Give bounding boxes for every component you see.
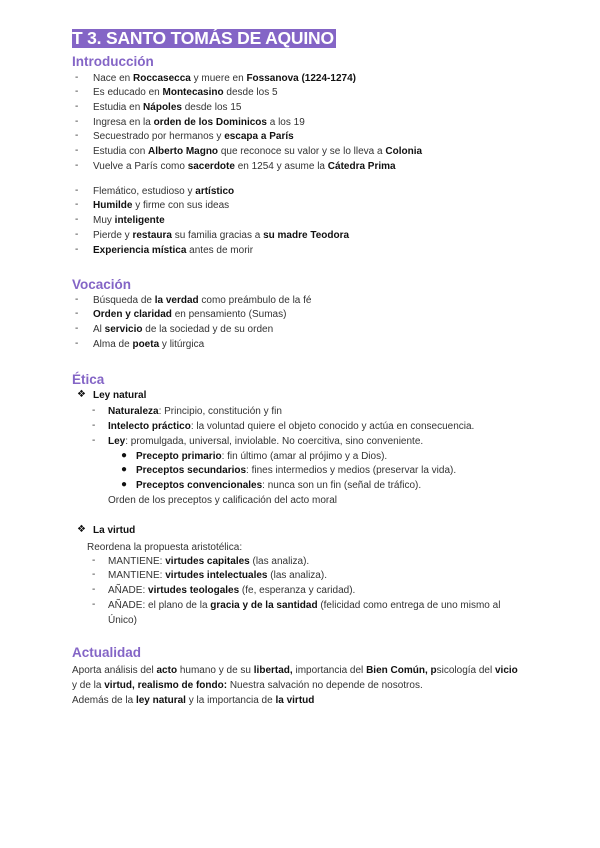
bold-text: Roccasecca (133, 73, 191, 84)
dash-bullet-icon: - (75, 308, 79, 319)
list-item (93, 86, 278, 99)
text: : la voluntad quiere el objeto conocido y actúa en consecuencia. (190, 421, 475, 432)
bold-text: Colonia (385, 146, 423, 157)
list-item (108, 569, 327, 582)
bold-text: Ley (108, 436, 126, 447)
bold-text: ley natural (135, 695, 186, 706)
list-item (93, 116, 305, 129)
bold-text: virtudes intelectuales (165, 570, 268, 581)
heading-actualidad: Actualidad (72, 645, 142, 660)
text: Nuestra salvación no depende de nosotros. (227, 680, 423, 691)
text: AÑADE: el plano de la (108, 600, 211, 611)
text: : promulgada, universal, inviolable. No coercitiva, sino conveniente. (125, 436, 424, 447)
list-item (93, 294, 311, 307)
dash-bullet-icon: - (75, 229, 79, 240)
text: (felicidad como entrega de uno mismo al (317, 600, 501, 611)
text: (las analiza). (267, 570, 327, 581)
heading-introduccion: Introducción (72, 54, 154, 69)
dash-bullet-icon: - (92, 405, 96, 416)
text: Búsqueda de (93, 295, 155, 306)
dash-bullet-icon: - (75, 145, 79, 156)
text: : Principio, constitución y fin (158, 406, 282, 417)
list-item (72, 679, 423, 692)
list-item (108, 405, 282, 418)
dash-bullet-icon: - (75, 130, 79, 141)
dash-bullet-icon: - (75, 185, 79, 196)
list-item (93, 308, 286, 321)
list-item (93, 160, 396, 173)
bold-text: poeta (132, 339, 160, 350)
bold-text: vicio (495, 665, 518, 676)
bold-text: escapa a París (224, 131, 294, 142)
text: Muy (93, 215, 115, 226)
text: a los 19 (266, 117, 305, 128)
bold-text: libertad, (253, 665, 293, 676)
text: Nace en (93, 73, 134, 84)
list-item (93, 101, 241, 114)
dash-bullet-icon: - (75, 244, 79, 255)
dash-bullet-icon: - (92, 435, 96, 446)
text: Flemático, estudioso y (93, 186, 196, 197)
text: Alma de (93, 339, 133, 350)
bold-text: acto (156, 665, 178, 676)
bold-text: Cátedra Prima (327, 161, 396, 172)
text: humano y de su (177, 665, 254, 676)
list-item (72, 694, 314, 707)
text: y litúrgica (159, 339, 205, 350)
text: importancia del (292, 665, 367, 676)
list-item (136, 479, 421, 492)
bold-text: Intelecto práctico (108, 421, 191, 432)
text: en pensamiento (Sumas) (171, 309, 287, 320)
text: MANTIENE: (108, 570, 166, 581)
text: desde los 5 (223, 87, 278, 98)
text: y la importancia de (185, 695, 276, 706)
text: (las analiza). (249, 556, 310, 567)
dash-bullet-icon: - (75, 323, 79, 334)
bold-text: Nápoles (143, 102, 182, 113)
dash-bullet-icon: - (92, 584, 96, 595)
dash-bullet-icon: - (92, 420, 96, 431)
dash-bullet-icon: - (75, 294, 79, 305)
dash-bullet-icon: - (92, 569, 96, 580)
list-item (93, 72, 356, 85)
bold-text: orden de los Dominicos (153, 117, 267, 128)
bold-text: restaura (132, 230, 172, 241)
bold-text: Orden y claridad (93, 309, 172, 320)
list-item (93, 214, 165, 227)
bold-text: la virtud (275, 695, 315, 706)
bold-text: Experiencia mística (93, 245, 187, 256)
diamond-bullet-icon: ❖ (77, 524, 86, 535)
text: que reconoce su valor y se lo lleva a (218, 146, 386, 157)
bold-text: Humilde (93, 200, 133, 211)
bold-text: virtud, realismo de fondo: (104, 680, 228, 691)
text: y muere en (190, 73, 247, 84)
list-item (93, 229, 349, 242)
text: Estudia en (93, 102, 144, 113)
list-item (93, 323, 273, 336)
list-item (136, 464, 456, 477)
list-item (136, 450, 387, 463)
list-item (93, 185, 234, 198)
text: sicología del (436, 665, 495, 676)
dash-bullet-icon: - (92, 599, 96, 610)
bold-text: Montecasino (162, 87, 224, 98)
text: : nunca son un fin (señal de tráfico). (262, 480, 422, 491)
dash-bullet-icon: - (75, 86, 79, 97)
heading-vocacion: Vocación (72, 277, 132, 292)
bold-text: Preceptos secundarios (136, 465, 247, 476)
text: desde los 15 (181, 102, 242, 113)
bold-text: Naturaleza (108, 406, 159, 417)
dash-bullet-icon: - (75, 338, 79, 349)
text: de la sociedad y de su orden (142, 324, 274, 335)
page-title: T 3. SANTO TOMÁS DE AQUINO (72, 28, 334, 48)
bold-text: Alberto Magno (148, 146, 219, 157)
text: AÑADE: (108, 585, 149, 596)
bold-text: servicio (104, 324, 143, 335)
text: y de la (72, 680, 105, 691)
text: Es educado en (93, 87, 163, 98)
text: : fin último (amar al prójimo y a Dios). (221, 451, 388, 462)
text: Vuelve a París como (93, 161, 188, 172)
text: : fines intermedios y medios (preservar la vida). (246, 465, 457, 476)
bold-text: sacerdote (187, 161, 235, 172)
bold-text: gracia y de la santidad (210, 600, 318, 611)
list-item (72, 664, 518, 677)
virtud-intro: Reordena la propuesta aristotélica: (87, 542, 243, 553)
text: Además de la (72, 695, 136, 706)
dot-bullet-icon: ● (121, 479, 128, 490)
text: en 1254 y asume la (234, 161, 328, 172)
bold-text: Bien Común, p (366, 665, 437, 676)
list-item (108, 420, 474, 433)
bold-text: su madre Teodora (263, 230, 350, 241)
text: antes de morir (186, 245, 254, 256)
bold-text: virtudes teologales (148, 585, 240, 596)
text: Estudia con (93, 146, 149, 157)
list-item (108, 555, 309, 568)
list-item (108, 599, 500, 612)
bold-text: inteligente (114, 215, 165, 226)
heading-etica: Ética (72, 372, 105, 387)
bold-text: artístico (195, 186, 235, 197)
text: Secuestrado por hermanos y (93, 131, 225, 142)
list-item (93, 145, 422, 158)
dash-bullet-icon: - (75, 101, 79, 112)
bold-text: Fossanova (1224-1274) (246, 73, 356, 84)
dash-bullet-icon: - (75, 214, 79, 225)
bold-text: la verdad (154, 295, 199, 306)
text: Ingresa en la (93, 117, 154, 128)
dash-bullet-icon: - (75, 116, 79, 127)
list-item (93, 338, 204, 351)
text: y firme con sus ideas (132, 200, 230, 211)
diamond-bullet-icon: ❖ (77, 389, 86, 400)
orden-note: Orden de los preceptos y calificación del acto moral (108, 495, 338, 506)
text: (fe, esperanza y caridad). (239, 585, 356, 596)
text: su familia gracias a (171, 230, 264, 241)
list-item (93, 199, 229, 212)
ley-natural-heading: Ley natural (93, 390, 147, 401)
dot-bullet-icon: ● (121, 450, 128, 461)
list-item (108, 435, 423, 448)
list-item (93, 130, 294, 143)
bold-text: virtudes capitales (165, 556, 250, 567)
text: MANTIENE: (108, 556, 166, 567)
list-item (93, 244, 253, 257)
virtud-continuation: Único) (108, 615, 137, 626)
list-item (108, 584, 355, 597)
bold-text: Precepto primario (136, 451, 222, 462)
dash-bullet-icon: - (75, 160, 79, 171)
text: como preámbulo de la fé (198, 295, 312, 306)
text: Aporta análisis del (72, 665, 157, 676)
dot-bullet-icon: ● (121, 464, 128, 475)
dash-bullet-icon: - (75, 72, 79, 83)
bold-text: Preceptos convencionales (136, 480, 263, 491)
dash-bullet-icon: - (75, 199, 79, 210)
text: Al (93, 324, 105, 335)
dash-bullet-icon: - (92, 555, 96, 566)
virtud-heading: La virtud (93, 525, 136, 536)
text: Pierde y (93, 230, 133, 241)
